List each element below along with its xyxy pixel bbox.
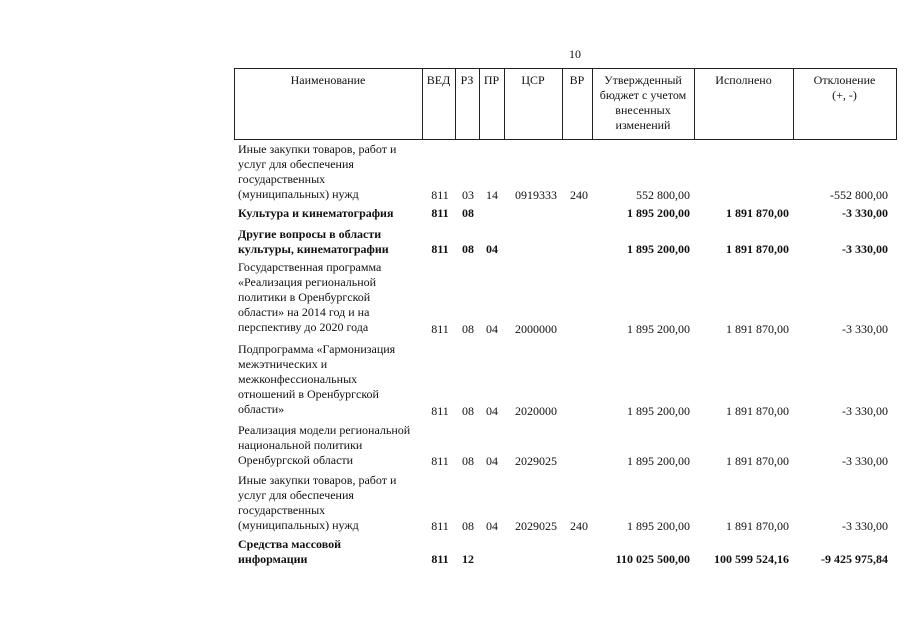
row-executed: 1 891 870,00 bbox=[726, 322, 789, 336]
row-pr: 14 bbox=[486, 188, 498, 202]
table-row bbox=[0, 537, 905, 567]
table-row bbox=[0, 423, 905, 469]
table-row bbox=[0, 227, 905, 257]
header-bottom-border bbox=[234, 139, 897, 140]
row-rz: 08 bbox=[462, 454, 474, 468]
row-csr: 2000000 bbox=[515, 322, 557, 336]
table-row bbox=[0, 473, 905, 534]
row-budget: 1 895 200,00 bbox=[627, 242, 690, 256]
row-executed: 1 891 870,00 bbox=[726, 454, 789, 468]
row-rz: 08 bbox=[462, 404, 474, 418]
header-name: Наименование bbox=[290, 73, 366, 87]
row-budget: 1 895 200,00 bbox=[627, 519, 690, 533]
header-deviation: Отклонение (+, -) bbox=[813, 73, 876, 102]
row-budget: 1 895 200,00 bbox=[627, 206, 690, 220]
table-row bbox=[0, 206, 905, 221]
row-deviation: -3 330,00 bbox=[842, 242, 888, 256]
row-ved: 811 bbox=[431, 404, 449, 418]
row-ved: 811 bbox=[431, 519, 449, 533]
row-pr: 04 bbox=[486, 404, 498, 418]
row-deviation: -3 330,00 bbox=[842, 454, 888, 468]
table-row bbox=[0, 342, 905, 419]
row-csr: 2020000 bbox=[515, 404, 557, 418]
row-budget: 1 895 200,00 bbox=[627, 454, 690, 468]
row-pr: 04 bbox=[486, 454, 498, 468]
row-rz: 03 bbox=[462, 188, 474, 202]
row-executed: 1 891 870,00 bbox=[726, 519, 789, 533]
row-deviation: -552 800,00 bbox=[830, 188, 888, 202]
row-name: Культура и кинематография bbox=[238, 206, 394, 220]
row-pr: 04 bbox=[486, 322, 498, 336]
row-rz: 08 bbox=[462, 242, 474, 256]
row-name: Иные закупки товаров, работ и услуг для обеспечения государственных (муниципальных) нужд bbox=[238, 142, 397, 201]
row-ved: 811 bbox=[431, 552, 449, 566]
row-name: Средства массовой информации bbox=[238, 537, 342, 566]
row-csr: 2029025 bbox=[515, 519, 557, 533]
row-deviation: -3 330,00 bbox=[842, 322, 888, 336]
row-ved: 811 bbox=[431, 242, 449, 256]
row-name: Иные закупки товаров, работ и услуг для обеспечения государственных (муниципальных) нужд bbox=[238, 473, 397, 532]
row-rz: 08 bbox=[462, 519, 474, 533]
row-budget: 1 895 200,00 bbox=[627, 404, 690, 418]
row-executed: 100 599 524,16 bbox=[714, 552, 789, 566]
row-vr: 240 bbox=[570, 188, 588, 202]
row-vr: 240 bbox=[570, 519, 588, 533]
row-executed: 1 891 870,00 bbox=[726, 404, 789, 418]
header-budget: Утвержденный бюджет с учетом внесенных изменений bbox=[599, 73, 687, 132]
row-deviation: -9 425 975,84 bbox=[821, 552, 888, 566]
table-row bbox=[0, 260, 905, 337]
row-deviation: -3 330,00 bbox=[842, 206, 888, 220]
row-name: Государственная программа «Реализация региональной политики в Оренбургской области» на 2014 год и на перспективу до 2020 года bbox=[238, 260, 382, 334]
row-ved: 811 bbox=[431, 322, 449, 336]
header-rz: РЗ bbox=[460, 73, 474, 87]
row-rz: 08 bbox=[462, 206, 474, 220]
row-pr: 04 bbox=[486, 242, 498, 256]
row-csr: 2029025 bbox=[515, 454, 557, 468]
table-header bbox=[234, 68, 897, 140]
row-deviation: -3 330,00 bbox=[842, 519, 888, 533]
header-ved: ВЕД bbox=[426, 73, 451, 87]
page-number: 10 bbox=[569, 47, 581, 61]
row-ved: 811 bbox=[431, 206, 449, 220]
row-rz: 08 bbox=[462, 322, 474, 336]
header-top-border bbox=[234, 68, 897, 69]
row-deviation: -3 330,00 bbox=[842, 404, 888, 418]
row-executed: 1 891 870,00 bbox=[726, 242, 789, 256]
header-pr: ПР bbox=[483, 73, 500, 87]
row-ved: 811 bbox=[431, 454, 449, 468]
row-name: Реализация модели региональной национальной политики Оренбургской области bbox=[238, 423, 411, 467]
row-csr: 0919333 bbox=[515, 188, 557, 202]
col-divider bbox=[896, 68, 897, 140]
row-name: Другие вопросы в области культуры, кинематографии bbox=[238, 227, 389, 256]
row-name: Подпрограмма «Гармонизация межэтнических и межконфессиональных отношений в Оренбургской области» bbox=[238, 342, 396, 416]
row-pr: 04 bbox=[486, 519, 498, 533]
row-budget: 110 025 500,00 bbox=[615, 552, 690, 566]
header-vr: ВР bbox=[569, 73, 585, 87]
row-budget: 1 895 200,00 bbox=[627, 322, 690, 336]
row-ved: 811 bbox=[431, 188, 449, 202]
row-budget: 552 800,00 bbox=[636, 188, 690, 202]
row-rz: 12 bbox=[462, 552, 474, 566]
table-row bbox=[0, 142, 905, 203]
header-csr: ЦСР bbox=[521, 73, 545, 87]
header-executed: Исполнено bbox=[715, 73, 772, 87]
row-executed: 1 891 870,00 bbox=[726, 206, 789, 220]
